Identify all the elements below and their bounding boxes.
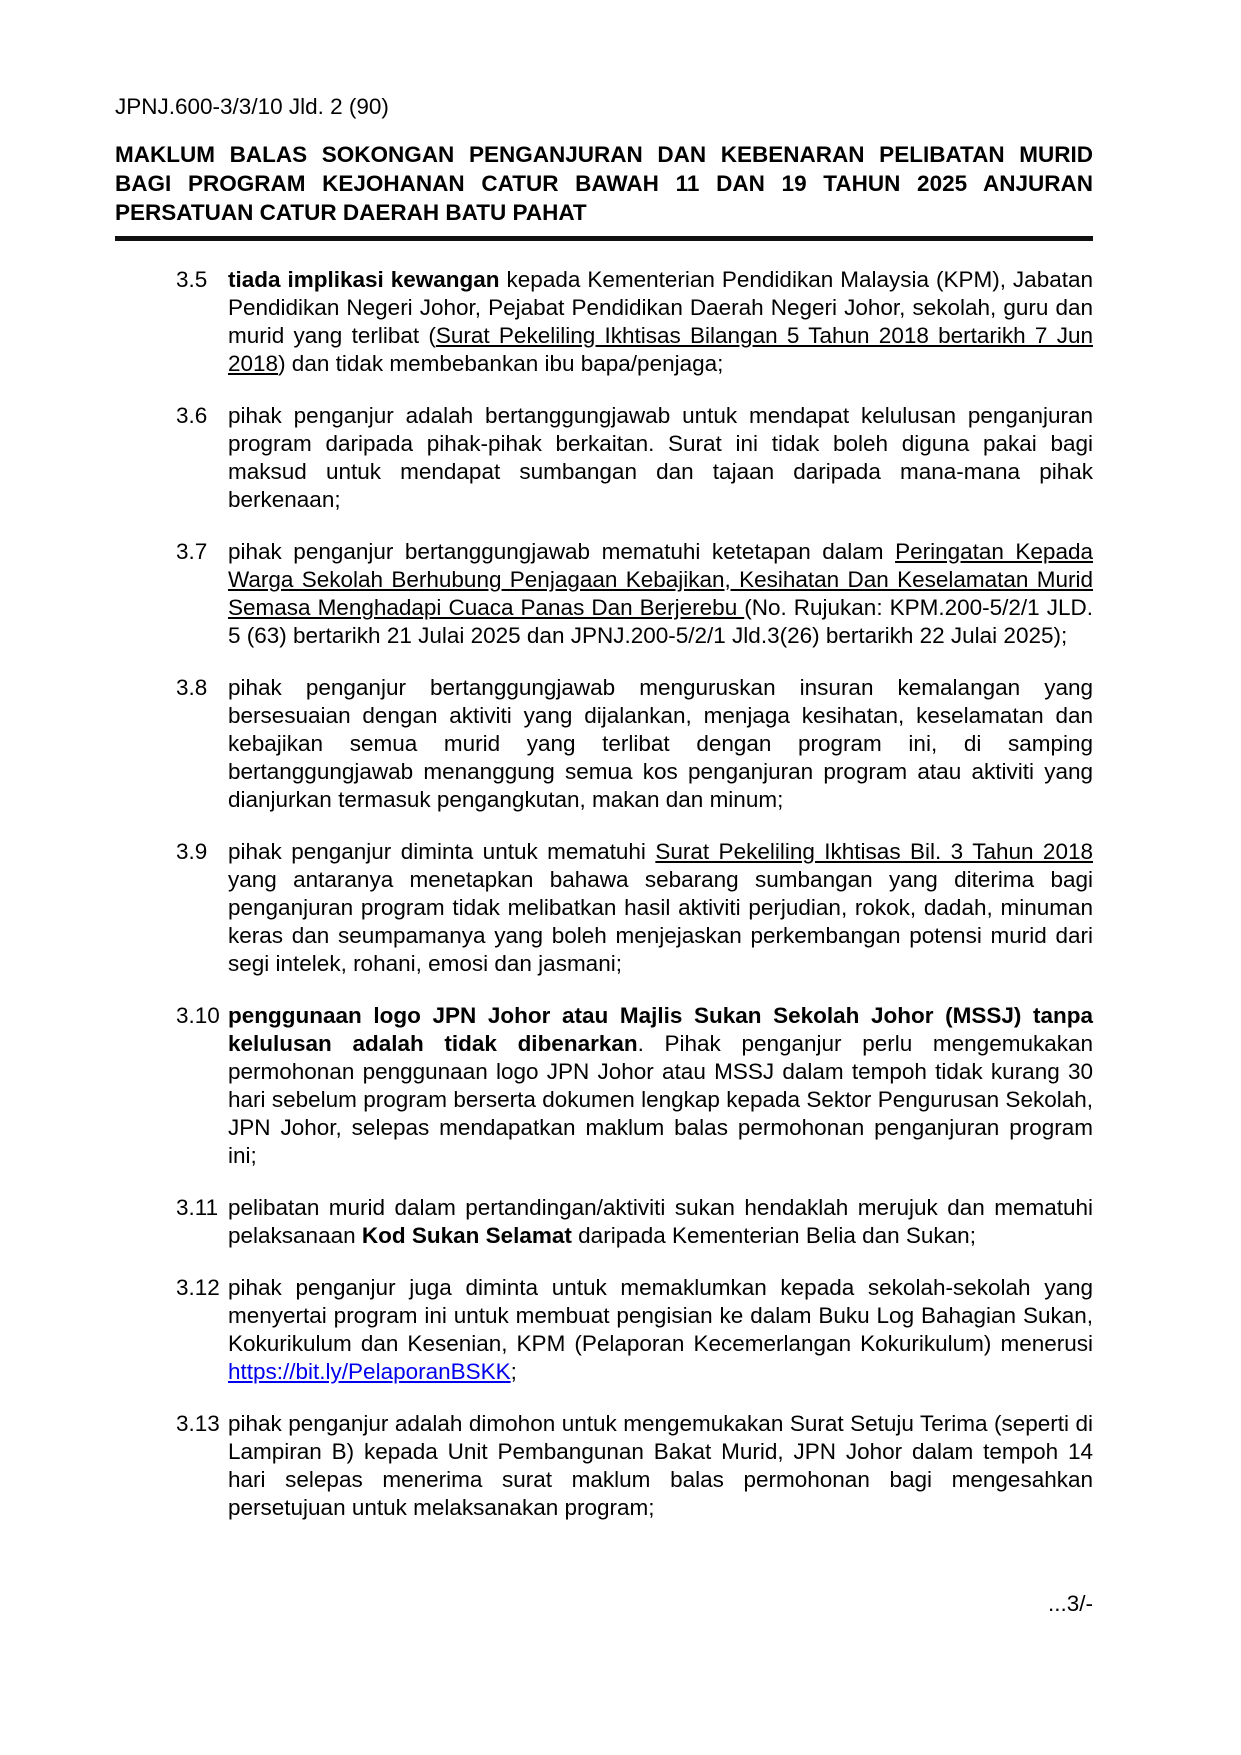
text-segment: yang antaranya menetapkan bahawa sebarang sumbangan yang diterima bagi penganjuran program tidak melibatkan hasil aktiviti perjudian, rokok, dadah, minuman keras dan seumpamanya yang boleh menjejaskan perkembangan potensi murid dari segi intelek, rohani, emosi dan jasmani; bbox=[228, 867, 1093, 976]
title-divider-rule bbox=[115, 236, 1093, 241]
clause-number: 3.12 bbox=[176, 1275, 220, 1300]
clause-number: 3.11 bbox=[176, 1195, 219, 1220]
clause-number: 3.7 bbox=[176, 539, 208, 564]
clause-3-7 bbox=[176, 538, 1093, 650]
text-segment: pihak penganjur adalah dimohon untuk mengemukakan Surat Setuju Terima (seperti di Lampiran B) kepada Unit Pembangunan Bakat Murid, JPN Johor dalam tempoh 14 hari selepas menerima surat maklum balas permohonan bagi mengesahkan persetujuan untuk melaksanakan program; bbox=[228, 1411, 1093, 1520]
clause-text bbox=[228, 838, 1093, 978]
text-segment-bold: tiada implikasi kewangan bbox=[228, 267, 500, 292]
clause-text bbox=[228, 1274, 1093, 1386]
clause-number: 3.6 bbox=[176, 403, 208, 428]
clause-3-9 bbox=[176, 838, 1093, 978]
clause-3-13 bbox=[176, 1410, 1093, 1522]
text-segment: pihak penganjur juga diminta untuk memaklumkan kepada sekolah-sekolah yang menyertai program ini untuk membuat pengisian ke dalam Buku Log Bahagian Sukan, Kokurikulum dan Kesenian, KPM (Pelaporan Kecemerlangan Kokurikulum) menerusi bbox=[228, 1275, 1093, 1356]
clause-text bbox=[228, 1194, 1093, 1250]
clause-text bbox=[228, 1410, 1093, 1522]
text-segment: pihak penganjur bertanggungjawab menguruskan insuran kemalangan yang bersesuaian dengan aktiviti yang dijalankan, menjaga kesihatan, keselamatan dan kebajikan semua murid yang terlibat dengan program ini, di samping bertanggungjawab menanggung semua kos penganjuran program atau aktiviti yang dianjurkan termasuk pengangkutan, makan dan minum; bbox=[228, 675, 1093, 812]
clause-3-5 bbox=[176, 266, 1093, 378]
document-content bbox=[115, 93, 1093, 1522]
clause-text bbox=[228, 266, 1093, 378]
clause-text bbox=[228, 402, 1093, 514]
text-segment: daripada Kementerian Belia dan Sukan; bbox=[571, 1223, 976, 1248]
text-segment-underline: Surat Pekeliling Ikhtisas Bilangan 5 Tahun 2018 bertarikh 7 Jun 2018 bbox=[228, 323, 1093, 376]
clause-text bbox=[228, 538, 1093, 650]
clause-3-12 bbox=[176, 1274, 1093, 1386]
text-segment: ; bbox=[510, 1359, 517, 1384]
text-segment-underline: Peringatan Kepada Warga Sekolah Berhubung Penjagaan Kebajikan, Kesihatan Dan Keselamatan Murid Semasa Menghadapi Cuaca Panas Dan Berjerebu bbox=[228, 539, 1093, 620]
text-segment: kepada Kementerian Pendidikan Malaysia (KPM), Jabatan Pendidikan Negeri Johor, Pejabat Pendidikan Daerah Negeri Johor, sekolah, guru dan murid yang terlibat ( bbox=[228, 267, 1093, 348]
document-title: MAKLUM BALAS SOKONGAN PENGANJURAN DAN KEBENARAN PELIBATAN MURID BAGI PROGRAM KEJOHANAN CATUR BAWAH 11 DAN 19 TAHUN 2025 ANJURAN PERSATUAN CATUR DAERAH BATU PAHAT bbox=[115, 142, 1093, 225]
clause-text bbox=[228, 1002, 1093, 1170]
text-segment: pihak penganjur bertanggungjawab mematuhi ketetapan dalam bbox=[228, 539, 896, 564]
text-segment-underline: Surat Pekeliling Ikhtisas Bil. 3 Tahun 2018 bbox=[655, 839, 1093, 864]
clause-3-8 bbox=[176, 674, 1093, 814]
text-segment: . Pihak penganjur perlu mengemukakan permohonan penggunaan logo JPN Johor atau MSSJ dalam tempoh tidak kurang 30 hari sebelum program berserta dokumen lengkap kepada Sektor Pengurusan Sekolah, JPN Johor, selepas mendapatkan maklum balas permohonan penganjuran program ini; bbox=[228, 1031, 1094, 1168]
clause-number: 3.5 bbox=[176, 267, 208, 292]
clause-number: 3.9 bbox=[176, 839, 208, 864]
text-segment: pihak penganjur diminta untuk mematuhi bbox=[228, 839, 656, 864]
pelaporan-bskk-link[interactable]: https://bit.ly/PelaporanBSKK bbox=[228, 1359, 511, 1384]
clause-number: 3.10 bbox=[176, 1003, 220, 1028]
text-segment: (No. Rujukan: KPM.200-5/2/1 JLD. 5 (63) bertarikh 21 Julai 2025 dan JPNJ.200-5/2/1 Jld.3(26) bertarikh 22 Julai 2025); bbox=[228, 595, 1093, 648]
text-segment-bold: Kod Sukan Selamat bbox=[361, 1223, 572, 1248]
text-segment-bold: penggunaan logo JPN Johor atau Majlis Sukan Sekolah Johor (MSSJ) tanpa kelulusan adalah tidak dibenarkan bbox=[228, 1003, 1093, 1056]
clause-3-10 bbox=[176, 1002, 1093, 1170]
clause-number: 3.13 bbox=[176, 1411, 220, 1436]
text-segment: pihak penganjur adalah bertanggungjawab untuk mendapat kelulusan penganjuran program daripada pihak-pihak berkaitan. Surat ini tidak boleh diguna pakai bagi maksud untuk mendapat sumbangan dan tajaan daripada mana-mana pihak berkenaan; bbox=[228, 403, 1093, 512]
clause-3-6 bbox=[176, 402, 1093, 514]
text-segment: ) dan tidak membebankan ibu bapa/penjaga; bbox=[278, 351, 724, 376]
clause-3-11 bbox=[176, 1194, 1093, 1250]
clause-text bbox=[228, 674, 1093, 814]
clause-list bbox=[115, 266, 1093, 1522]
text-segment: pelibatan murid dalam pertandingan/aktiviti sukan hendaklah merujuk dan mematuhi pelaksanaan bbox=[228, 1195, 1093, 1248]
page-continuation-marker: ...3/- bbox=[1047, 1591, 1093, 1616]
clause-number: 3.8 bbox=[176, 675, 208, 700]
file-reference-number: JPNJ.600-3/3/10 Jld. 2 (90) bbox=[115, 94, 389, 119]
